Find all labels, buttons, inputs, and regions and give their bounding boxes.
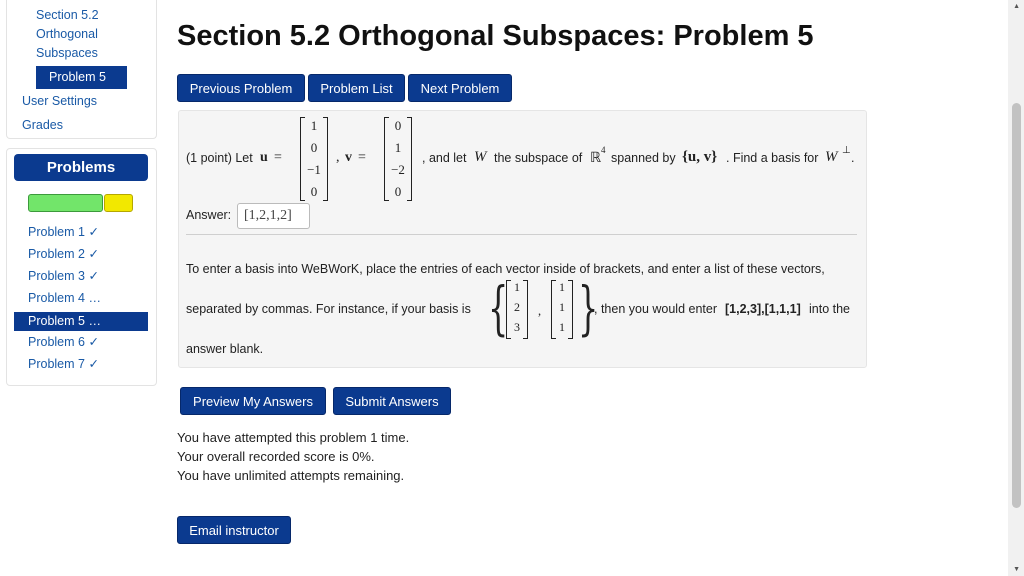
problem-list-button[interactable]: Problem List: [308, 74, 405, 102]
problem-list-item-6[interactable]: Problem 6 ✓: [28, 335, 99, 349]
example-vector-1: [506, 280, 528, 339]
next-problem-button[interactable]: Next Problem: [408, 74, 512, 102]
scroll-up-arrow-icon[interactable]: ▲: [1013, 3, 1020, 10]
previous-problem-button[interactable]: Previous Problem: [177, 74, 305, 102]
v-entry-3: −2: [391, 162, 405, 177]
problems-header: Problems: [14, 154, 148, 181]
u-entry-3: −1: [307, 162, 321, 177]
sidebar-item-user-settings[interactable]: User Settings: [22, 94, 98, 108]
v-symbol: v: [345, 150, 352, 165]
example-comma: ,: [538, 304, 542, 318]
progress-bar-correct: [28, 194, 103, 212]
problem-text-b: the subspace of: [494, 151, 583, 165]
problem-list-item-3[interactable]: Problem 3 ✓: [28, 269, 99, 283]
span-set: {u, v}: [682, 149, 718, 165]
u-entry-2: 0: [310, 140, 318, 155]
problem-list-item-5[interactable]: Problem 5 …: [14, 312, 148, 331]
problem-list-item-4[interactable]: Problem 4 …: [28, 291, 101, 305]
w-perp-symbol: W: [825, 149, 838, 165]
ex1-entry-3: 3: [514, 320, 520, 334]
r-symbol: ℝ: [590, 151, 602, 166]
progress-bar-partial: [104, 194, 133, 212]
r-exponent: 4: [601, 145, 606, 155]
sidebar-section-line-1[interactable]: Section 5.2: [36, 8, 99, 22]
sidebar-item-active-problem[interactable]: Problem 5: [36, 66, 127, 89]
scroll-thumb[interactable]: [1012, 103, 1021, 508]
hint-line-1: To enter a basis into WeBWorK, place the entries of each vector inside of brackets, and enter a list of these vectors,: [186, 262, 825, 276]
problem-text-c: spanned by: [611, 151, 676, 165]
u-symbol: u: [260, 150, 268, 165]
sidebar-section-line-3[interactable]: Subspaces: [36, 46, 98, 60]
perp-symbol: ⊥: [842, 145, 851, 156]
hint-line-2c: into the: [809, 302, 851, 316]
ex2-entry-2: 1: [559, 300, 565, 314]
page-title: Section 5.2 Orthogonal Subspaces: Problem 5: [177, 20, 814, 52]
v-entry-4: 0: [394, 184, 402, 199]
ex1-entry-2: 2: [514, 300, 520, 314]
submit-answers-button[interactable]: Submit Answers: [333, 387, 451, 415]
v-entry-1: 0: [394, 118, 402, 133]
hint-example-answer: [1,2,3],[1,1,1]: [725, 302, 801, 316]
u-equals: =: [274, 150, 282, 165]
v-equals: =: [358, 150, 366, 165]
score-text: Your overall recorded score is 0%.: [177, 449, 375, 464]
example-vector-2: [551, 280, 573, 339]
hint-line-2b: , then you would enter: [594, 302, 717, 316]
w-symbol: W: [474, 149, 487, 165]
problem-list-item-1[interactable]: Problem 1 ✓: [28, 225, 99, 239]
email-instructor-button[interactable]: Email instructor: [177, 516, 291, 544]
sidebar-item-grades[interactable]: Grades: [22, 118, 63, 132]
attempts-text: You have attempted this problem 1 time.: [177, 430, 410, 445]
scroll-down-arrow-icon[interactable]: ▼: [1013, 566, 1020, 573]
problem-list-item-7[interactable]: Problem 7 ✓: [28, 357, 99, 371]
problem-text-d: . Find a basis for: [726, 151, 819, 165]
vertical-scrollbar[interactable]: [1008, 0, 1024, 576]
divider: [186, 234, 857, 235]
v-vector: [384, 117, 412, 201]
problem-period: .: [851, 151, 855, 165]
v-entry-2: 1: [394, 140, 402, 155]
problem-list-item-2[interactable]: Problem 2 ✓: [28, 247, 99, 261]
ex2-entry-1: 1: [559, 280, 565, 294]
preview-answers-button[interactable]: Preview My Answers: [180, 387, 326, 415]
hint-line-3: answer blank.: [186, 342, 264, 356]
left-brace: {: [488, 274, 509, 342]
u-entry-1: 1: [310, 118, 318, 133]
ex1-entry-1: 1: [514, 280, 520, 294]
answer-input[interactable]: [1,2,1,2]: [237, 203, 310, 229]
comma-sep: ,: [336, 150, 340, 165]
u-vector: [300, 117, 328, 201]
problem-prefix: (1 point) Let: [186, 151, 253, 165]
remaining-text: You have unlimited attempts remaining.: [177, 468, 405, 483]
answer-label: Answer:: [186, 208, 232, 222]
sidebar-section-line-2[interactable]: Orthogonal: [36, 27, 98, 41]
hint-line-2a: separated by commas. For instance, if your basis is: [186, 302, 471, 316]
problem-text-a: , and let: [422, 151, 467, 165]
ex2-entry-3: 1: [559, 320, 565, 334]
u-entry-4: 0: [310, 184, 318, 199]
right-brace: }: [578, 274, 599, 342]
